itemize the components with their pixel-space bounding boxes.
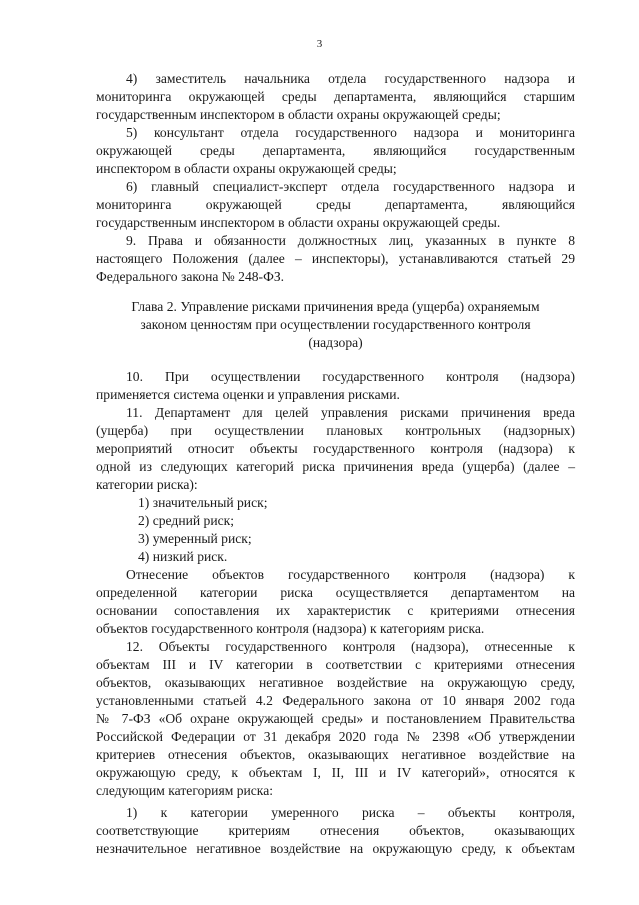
- text-line: 9. Права и обязанности должностных лиц, указанных в пункте 8: [126, 233, 575, 248]
- text-line: критериев отнесения объектов, оказывающих негативное воздействие на: [96, 747, 575, 762]
- text-line: объектов государственного контроля (надзора) к категориям риска.: [96, 621, 485, 636]
- text-line: определенной категории риска осуществляется департаментом на: [96, 585, 575, 600]
- text-line: мероприятий относит объекты государственного контроля (надзора) к: [96, 441, 575, 456]
- text-line: 6) главный специалист-эксперт отдела государственного надзора и: [126, 179, 575, 194]
- text-line: объектам III и IV категории в соответствии с критериями отнесения: [96, 657, 575, 672]
- text-line: 3) умеренный риск;: [138, 531, 252, 546]
- text-line: следующим категориям риска:: [96, 783, 274, 798]
- text-line: № 7-ФЗ «Об охране окружающей среды» и постановлением Правительства: [96, 711, 575, 726]
- text-line: настоящего Положения (далее – инспекторы), устанавливаются статьей 29: [96, 251, 575, 266]
- text-line: 4) низкий риск.: [138, 549, 228, 564]
- text-line: категории риска):: [96, 477, 198, 492]
- text-line: мониторинга окружающей среды департамента, являющийся старшим: [96, 89, 575, 104]
- text-line: применяется система оценки и управления рисками.: [96, 387, 400, 402]
- text-line: законом ценностям при осуществлении государственного контроля: [140, 317, 531, 332]
- text-line: 12. Объекты государственного контроля (надзора), отнесенные к: [126, 639, 575, 654]
- text-line: 2) средний риск;: [138, 513, 235, 528]
- text-line: одной из следующих категорий риска причинения вреда (ущерба) (далее –: [96, 459, 575, 474]
- text-line: Российской Федерации от 31 декабря 2020 года № 2398 «Об утверждении: [96, 729, 575, 744]
- text-line: соответствующие критериям отнесения объектов, оказывающих: [96, 823, 575, 838]
- text-line: окружающей среды департамента, являющийся государственным: [96, 143, 575, 158]
- text-line: 10. При осуществлении государственного контроля (надзора): [126, 369, 575, 384]
- text-line: государственным инспектором в области охраны окружающей среды;: [96, 107, 501, 122]
- text-line: 4) заместитель начальника отдела государственного надзора и: [126, 71, 575, 86]
- text-line: 5) консультант отдела государственного надзора и мониторинга: [126, 125, 575, 140]
- text-line: 1) значительный риск;: [138, 495, 268, 510]
- page-number: 3: [316, 38, 323, 50]
- text-line: Глава 2. Управление рисками причинения вреда (ущерба) охраняемым: [131, 299, 540, 314]
- text-line: незначительное негативное воздействие на окружающую среду, к объектам: [96, 841, 575, 856]
- text-line: установленными статьей 4.2 Федерального закона от 10 января 2002 года: [96, 693, 575, 708]
- text-line: Федерального закона № 248-ФЗ.: [96, 269, 285, 284]
- text-line: 1) к категории умеренного риска – объекты контроля,: [126, 805, 575, 820]
- text-line: объектов, оказывающих негативное воздействие на окружающую среду,: [96, 675, 575, 690]
- text-line: инспектором в области охраны окружающей среды;: [96, 161, 397, 176]
- text-line: Отнесение объектов государственного контроля (надзора) к: [126, 567, 575, 582]
- text-line: 11. Департамент для целей управления рисками причинения вреда: [126, 405, 575, 420]
- text-line: окружающую среду, к объектам I, II, III и IV категорий», относятся к: [96, 765, 575, 780]
- text-line: основании сопоставления их характеристик с критериями отнесения: [96, 603, 575, 618]
- text-line: мониторинга окружающей среды департамента, являющийся: [96, 197, 575, 212]
- text-line: государственным инспектором в области охраны окружающей среды.: [96, 215, 501, 230]
- text-line: (надзора): [308, 335, 363, 350]
- text-line: (ущерба) при осуществлении плановых контрольных (надзорных): [96, 423, 575, 438]
